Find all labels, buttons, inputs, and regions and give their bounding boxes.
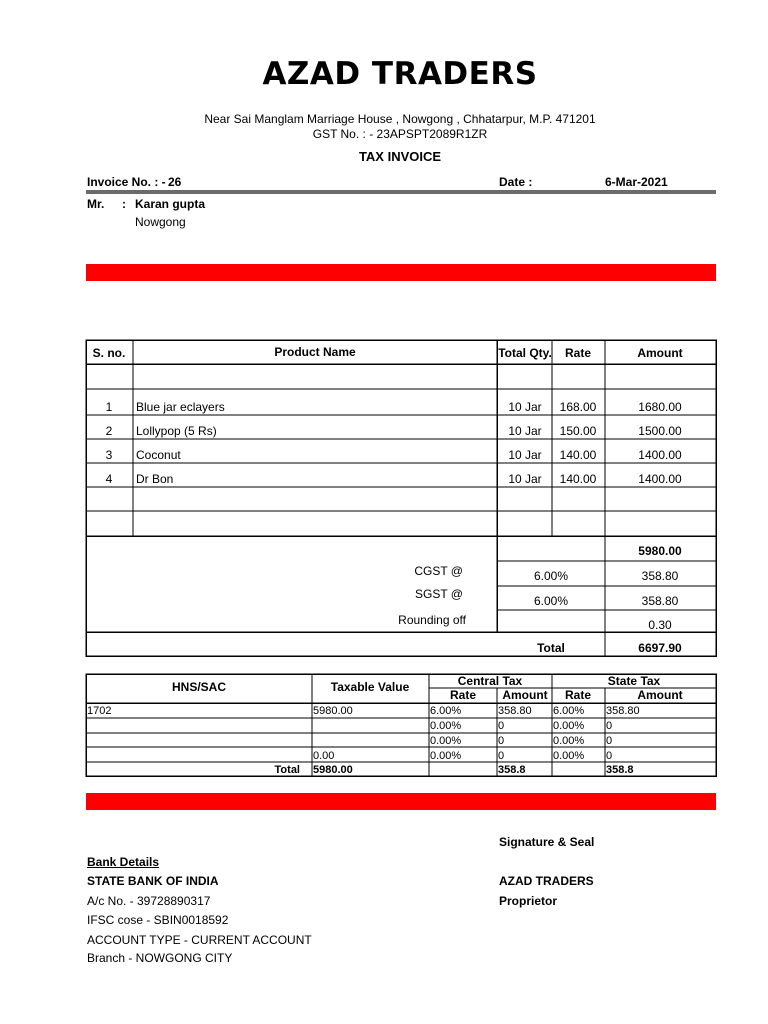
hsn-header: HNS/SAC [171,680,227,694]
central-tax-header: Central Tax [457,674,523,688]
bottom-accent-bar [86,793,716,810]
table-row [106,472,682,486]
sgst-rate: 6.00% [533,594,569,608]
total-label: Total [537,641,565,655]
state-amount: 358.80 [606,705,640,717]
state-amount: 0 [606,735,613,747]
state-rate: 6.00% [553,705,585,717]
state-rate: 0.00% [553,720,585,732]
customer-separator: : [122,197,126,211]
central-rate: 0.00% [430,750,462,762]
bank-ifsc: IFSC cose - SBIN0018592 [87,913,229,927]
customer-city: Nowgong [135,215,186,229]
sgst-label: SGST @ [415,587,463,601]
item-amount: 1400.00 [638,448,682,462]
state-amount: 0 [606,720,613,732]
invoice-no-label: Invoice No. : - [87,175,166,189]
col-product-header: Product Name [274,345,356,359]
item-product: Blue jar eclayers [136,400,225,414]
central-amount: 0 [498,720,505,732]
items-table-frame [86,340,716,656]
item-rate: 150.00 [559,424,597,438]
central-amount: 0 [498,750,505,762]
company-title: AZAD TRADERS [262,56,538,92]
col-qty-header: Total Qty. [498,346,552,360]
item-amount: 1680.00 [638,400,682,414]
signature-label: Signature & Seal [499,835,595,849]
item-rate: 140.00 [559,448,597,462]
taxable-value: 5980.00 [313,705,353,717]
document-title: TAX INVOICE [358,149,442,164]
bank-branch: Branch - NOWGONG CITY [87,951,233,965]
table-row [430,735,612,747]
central-amount: 358.80 [498,705,532,717]
item-amount: 1500.00 [638,424,682,438]
item-sno: 1 [105,400,113,414]
item-product: Dr Bon [136,472,174,486]
customer-salutation: Mr. [87,197,105,211]
subtotal-value: 5980.00 [638,544,682,558]
tax-total-state: 358.8 [606,764,634,776]
cgst-amount: 358.80 [641,569,679,583]
bank-account-type: ACCOUNT TYPE - CURRENT ACCOUNT [87,933,312,947]
bank-name: STATE BANK OF INDIA [87,874,219,888]
central-rate: 6.00% [430,705,462,717]
signature-company: AZAD TRADERS [499,874,594,888]
item-qty: 10 Jar [508,448,542,462]
date-value: 6-Mar-2021 [605,175,668,189]
item-amount: 1400.00 [638,472,682,486]
item-rate: 140.00 [559,472,597,486]
item-qty: 10 Jar [508,424,542,438]
col-sno-header: S. no. [92,346,126,360]
tax-total-central: 358.8 [498,764,526,776]
item-rate: 168.00 [559,400,597,414]
item-sno: 4 [105,472,113,486]
state-amount: 0 [606,750,613,762]
state-amount-header: Amount [637,688,683,702]
item-qty: 10 Jar [508,472,542,486]
item-sno: 3 [105,448,113,462]
invoice-no-value: 26 [168,175,182,189]
item-qty: 10 Jar [508,400,542,414]
tax-total-label: Total [274,764,300,776]
date-label: Date : [499,175,533,189]
central-rate: 0.00% [430,720,462,732]
central-amount-header: Amount [502,688,548,702]
taxable-value: 0.00 [313,750,335,762]
table-row [106,448,682,462]
table-row [87,705,640,717]
cgst-rate: 6.00% [533,569,569,583]
state-rate-header: Rate [564,688,592,702]
gst-number: GST No. : - 23APSPT2089R1ZR [312,127,488,141]
rounding-label: Rounding off [398,613,466,627]
rounding-value: 0.30 [648,618,672,632]
cgst-label: CGST @ [414,564,463,578]
table-row [313,750,612,762]
state-rate: 0.00% [553,750,585,762]
table-row [106,400,682,414]
tax-total-taxable: 5980.00 [313,764,353,776]
table-row [106,424,682,438]
item-product: Lollypop (5 Rs) [136,424,217,438]
signature-role: Proprietor [499,894,558,908]
central-rate: 0.00% [430,735,462,747]
taxable-header: Taxable Value [330,680,410,694]
central-amount: 0 [498,735,505,747]
company-address: Near Sai Manglam Marriage House , Nowgong , Chhatarpur, M.P. 471201 [204,112,596,126]
col-amount-header: Amount [637,346,683,360]
state-rate: 0.00% [553,735,585,747]
grand-total-value: 6697.90 [638,641,682,655]
sgst-amount: 358.80 [641,594,679,608]
customer-name: Karan gupta [135,197,206,211]
central-rate-header: Rate [449,688,477,702]
item-sno: 2 [105,424,113,438]
tax-summary-total-row [275,764,634,776]
bank-heading: Bank Details [87,855,160,869]
col-rate-header: Rate [564,346,592,360]
table-row [430,720,612,732]
item-product: Coconut [136,448,181,462]
state-tax-header: State Tax [607,674,661,688]
hsn-code: 1702 [87,705,112,717]
bank-account: A/c No. - 39728890317 [87,894,211,908]
